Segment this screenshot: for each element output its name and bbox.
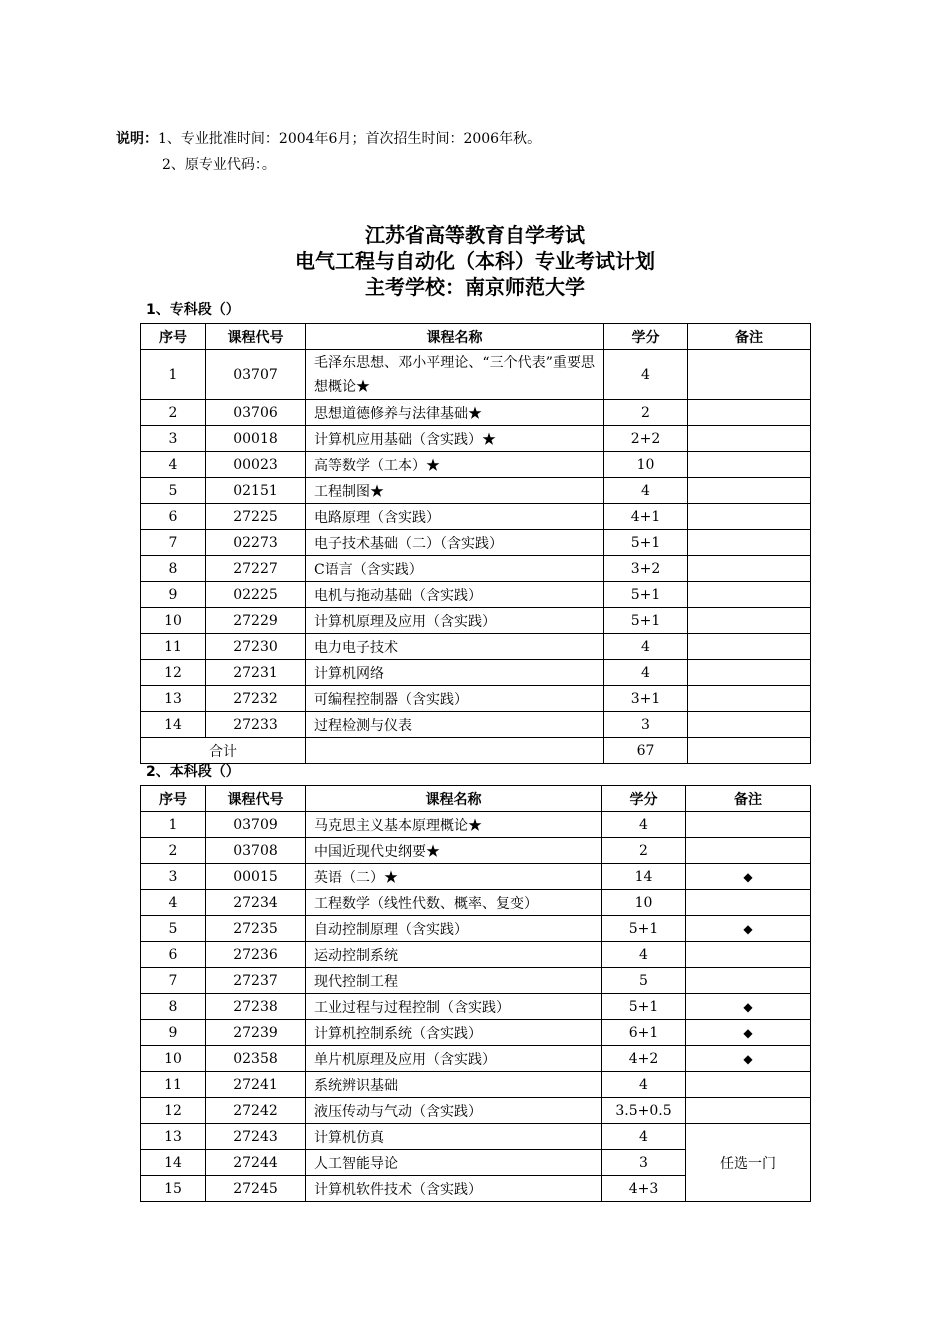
cell-remark (688, 660, 811, 686)
remark-diamond-icon: ◆ (686, 916, 811, 942)
title-line-3: 主考学校：南京师范大学 (365, 275, 585, 299)
table-row (141, 608, 811, 634)
cell-code: 27237 (206, 968, 306, 994)
cell-credit: 5+1 (604, 608, 688, 634)
table-row (141, 838, 811, 864)
header-name: 课程名称 (306, 324, 604, 350)
table-row (141, 916, 811, 942)
table-row (141, 400, 811, 426)
cell-name: 工业过程与过程控制（含实践） (306, 994, 602, 1020)
cell-seq: 12 (141, 660, 206, 686)
cell-code: 03708 (206, 838, 306, 864)
cell-seq: 9 (141, 1020, 206, 1046)
cell-credit: 4 (604, 634, 688, 660)
cell-name: 液压传动与气动（含实践） (306, 1098, 602, 1124)
cell-seq: 10 (141, 608, 206, 634)
cell-name: 计算机软件技术（含实践） (306, 1176, 602, 1202)
cell-code: 03709 (206, 812, 306, 838)
cell-code: 27231 (206, 660, 306, 686)
title-line-2: 电气工程与自动化（本科）专业考试计划 (295, 249, 655, 273)
cell-seq: 11 (141, 1072, 206, 1098)
cell-credit: 6+1 (602, 1020, 686, 1046)
cell-seq: 6 (141, 942, 206, 968)
elective-remark: 任选一门 (686, 1124, 811, 1202)
cell-seq: 3 (141, 864, 206, 890)
cell-code: 27235 (206, 916, 306, 942)
cell-seq: 3 (141, 426, 206, 452)
section2-label: 2、本科段（） (146, 764, 240, 780)
cell-credit: 14 (602, 864, 686, 890)
table-row (141, 712, 811, 738)
cell-name: 电机与拖动基础（含实践） (306, 582, 604, 608)
cell-code: 03707 (206, 350, 306, 400)
cell-remark (686, 1098, 811, 1124)
cell-remark (688, 582, 811, 608)
cell-seq: 7 (141, 530, 206, 556)
total-remark-cell (688, 738, 811, 764)
title-line-1: 江苏省高等教育自学考试 (365, 223, 585, 247)
cell-name: 计算机应用基础（含实践）★ (306, 426, 604, 452)
table-row (141, 582, 811, 608)
document-title (0, 222, 950, 300)
cell-credit: 5+1 (602, 916, 686, 942)
cell-seq: 5 (141, 478, 206, 504)
cell-code: 27225 (206, 504, 306, 530)
table-row (141, 942, 811, 968)
cell-code: 27243 (206, 1124, 306, 1150)
header-credit: 学分 (604, 324, 688, 350)
cell-remark (688, 608, 811, 634)
table-row (141, 1098, 811, 1124)
cell-remark (686, 812, 811, 838)
header-code: 课程代号 (206, 786, 306, 812)
cell-code: 27236 (206, 942, 306, 968)
cell-code: 00018 (206, 426, 306, 452)
cell-credit: 3 (604, 712, 688, 738)
table-row (141, 350, 811, 400)
note-line-1 (116, 126, 541, 152)
notes-label: 说明： (116, 131, 158, 147)
header-code: 课程代号 (206, 324, 306, 350)
table-row (141, 1020, 811, 1046)
table-row (141, 968, 811, 994)
cell-seq: 15 (141, 1176, 206, 1202)
cell-seq: 4 (141, 452, 206, 478)
cell-name: 电力电子技术 (306, 634, 604, 660)
cell-code: 27229 (206, 608, 306, 634)
cell-remark (688, 426, 811, 452)
cell-remark (688, 686, 811, 712)
cell-seq: 13 (141, 1124, 206, 1150)
table-row (141, 530, 811, 556)
cell-code: 27244 (206, 1150, 306, 1176)
cell-code: 02273 (206, 530, 306, 556)
cell-name: 思想道德修养与法律基础★ (306, 400, 604, 426)
table-row (141, 634, 811, 660)
cell-name: 马克思主义基本原理概论★ (306, 812, 602, 838)
cell-seq: 9 (141, 582, 206, 608)
table-row (141, 452, 811, 478)
cell-remark (688, 556, 811, 582)
cell-name: 计算机原理及应用（含实践） (306, 608, 604, 634)
header-seq: 序号 (141, 786, 206, 812)
cell-remark (686, 838, 811, 864)
cell-remark (686, 890, 811, 916)
cell-remark (688, 634, 811, 660)
table-row (141, 660, 811, 686)
header-remark: 备注 (688, 324, 811, 350)
table-row (141, 890, 811, 916)
cell-credit: 3 (602, 1150, 686, 1176)
cell-remark (688, 452, 811, 478)
cell-remark (686, 968, 811, 994)
cell-remark (688, 530, 811, 556)
cell-name: 可编程控制器（含实践） (306, 686, 604, 712)
cell-seq: 6 (141, 504, 206, 530)
cell-name: 工程数学（线性代数、概率、复变） (306, 890, 602, 916)
cell-name: 过程检测与仪表 (306, 712, 604, 738)
header-remark: 备注 (686, 786, 811, 812)
table-row (141, 1072, 811, 1098)
cell-remark (686, 1072, 811, 1098)
cell-remark (688, 478, 811, 504)
cell-code: 27227 (206, 556, 306, 582)
cell-code: 00023 (206, 452, 306, 478)
cell-code: 02358 (206, 1046, 306, 1072)
cell-seq: 8 (141, 994, 206, 1020)
cell-credit: 4 (602, 942, 686, 968)
cell-name: 计算机网络 (306, 660, 604, 686)
cell-name: 计算机控制系统（含实践） (306, 1020, 602, 1046)
cell-remark (688, 350, 811, 400)
cell-code: 27245 (206, 1176, 306, 1202)
cell-name: 自动控制原理（含实践） (306, 916, 602, 942)
cell-name: 现代控制工程 (306, 968, 602, 994)
cell-credit: 5+1 (602, 994, 686, 1020)
cell-name: 人工智能导论 (306, 1150, 602, 1176)
cell-name: 毛泽东思想、邓小平理论、“三个代表”重要思想概论★ (306, 350, 604, 400)
cell-seq: 13 (141, 686, 206, 712)
cell-code: 27233 (206, 712, 306, 738)
cell-name: 中国近现代史纲要★ (306, 838, 602, 864)
total-label: 合计 (141, 738, 306, 764)
cell-credit: 3+2 (604, 556, 688, 582)
cell-credit: 5+1 (604, 582, 688, 608)
total-row (141, 738, 811, 764)
cell-code: 03706 (206, 400, 306, 426)
cell-credit: 2 (604, 400, 688, 426)
section1-header-row (141, 324, 811, 350)
cell-seq: 10 (141, 1046, 206, 1072)
table-row (141, 1046, 811, 1072)
cell-name: 系统辨识基础 (306, 1072, 602, 1098)
cell-remark (688, 504, 811, 530)
table-row (141, 864, 811, 890)
section1-table (140, 323, 811, 764)
cell-seq: 1 (141, 812, 206, 838)
cell-code: 02225 (206, 582, 306, 608)
cell-seq: 2 (141, 838, 206, 864)
table-row (141, 812, 811, 838)
cell-seq: 1 (141, 350, 206, 400)
cell-name: 运动控制系统 (306, 942, 602, 968)
table-row (141, 1124, 811, 1150)
remark-diamond-icon: ◆ (686, 994, 811, 1020)
cell-credit: 5+1 (604, 530, 688, 556)
cell-name: 工程制图★ (306, 478, 604, 504)
cell-remark (688, 400, 811, 426)
cell-code: 02151 (206, 478, 306, 504)
note-text-1: 1、专业批准时间：2004年6月；首次招生时间：2006年秋。 (158, 131, 542, 147)
cell-code: 00015 (206, 864, 306, 890)
cell-credit: 4+2 (602, 1046, 686, 1072)
cell-credit: 2 (602, 838, 686, 864)
cell-name: 单片机原理及应用（含实践） (306, 1046, 602, 1072)
cell-name: 电子技术基础（二）（含实践） (306, 530, 604, 556)
header-credit: 学分 (602, 786, 686, 812)
cell-code: 27239 (206, 1020, 306, 1046)
table-row (141, 504, 811, 530)
cell-credit: 3.5+0.5 (602, 1098, 686, 1124)
cell-seq: 5 (141, 916, 206, 942)
cell-name: 高等数学（工本）★ (306, 452, 604, 478)
cell-seq: 2 (141, 400, 206, 426)
cell-credit: 4 (604, 478, 688, 504)
total-empty-cell (306, 738, 604, 764)
cell-code: 27232 (206, 686, 306, 712)
cell-credit: 4 (604, 660, 688, 686)
cell-seq: 8 (141, 556, 206, 582)
cell-seq: 14 (141, 1150, 206, 1176)
note-line-2: 2、原专业代码：。 (162, 157, 276, 173)
section2-table (140, 785, 811, 1202)
cell-credit: 2+2 (604, 426, 688, 452)
table-row (141, 994, 811, 1020)
table-row (141, 686, 811, 712)
cell-credit: 4+1 (604, 504, 688, 530)
table-row (141, 556, 811, 582)
cell-credit: 4 (602, 1072, 686, 1098)
cell-name: 电路原理（含实践） (306, 504, 604, 530)
table-row (141, 478, 811, 504)
cell-remark (686, 942, 811, 968)
cell-code: 27234 (206, 890, 306, 916)
section2-header-row (141, 786, 811, 812)
cell-code: 27230 (206, 634, 306, 660)
cell-code: 27242 (206, 1098, 306, 1124)
cell-credit: 5 (602, 968, 686, 994)
cell-credit: 10 (604, 452, 688, 478)
cell-name: 英语（二）★ (306, 864, 602, 890)
cell-seq: 11 (141, 634, 206, 660)
notes-block (116, 126, 541, 178)
cell-name: C语言（含实践） (306, 556, 604, 582)
section1-label: 1、专科段（） (146, 302, 240, 318)
remark-diamond-icon: ◆ (686, 1046, 811, 1072)
cell-seq: 14 (141, 712, 206, 738)
total-credit: 67 (604, 738, 688, 764)
cell-seq: 4 (141, 890, 206, 916)
remark-diamond-icon: ◆ (686, 1020, 811, 1046)
cell-name: 计算机仿真 (306, 1124, 602, 1150)
cell-seq: 12 (141, 1098, 206, 1124)
cell-seq: 7 (141, 968, 206, 994)
cell-code: 27241 (206, 1072, 306, 1098)
cell-remark (688, 712, 811, 738)
cell-credit: 3+1 (604, 686, 688, 712)
cell-credit: 4+3 (602, 1176, 686, 1202)
cell-credit: 4 (604, 350, 688, 400)
cell-code: 27238 (206, 994, 306, 1020)
cell-credit: 4 (602, 812, 686, 838)
table-row (141, 426, 811, 452)
header-name: 课程名称 (306, 786, 602, 812)
header-seq: 序号 (141, 324, 206, 350)
cell-credit: 10 (602, 890, 686, 916)
cell-credit: 4 (602, 1124, 686, 1150)
remark-diamond-icon: ◆ (686, 864, 811, 890)
